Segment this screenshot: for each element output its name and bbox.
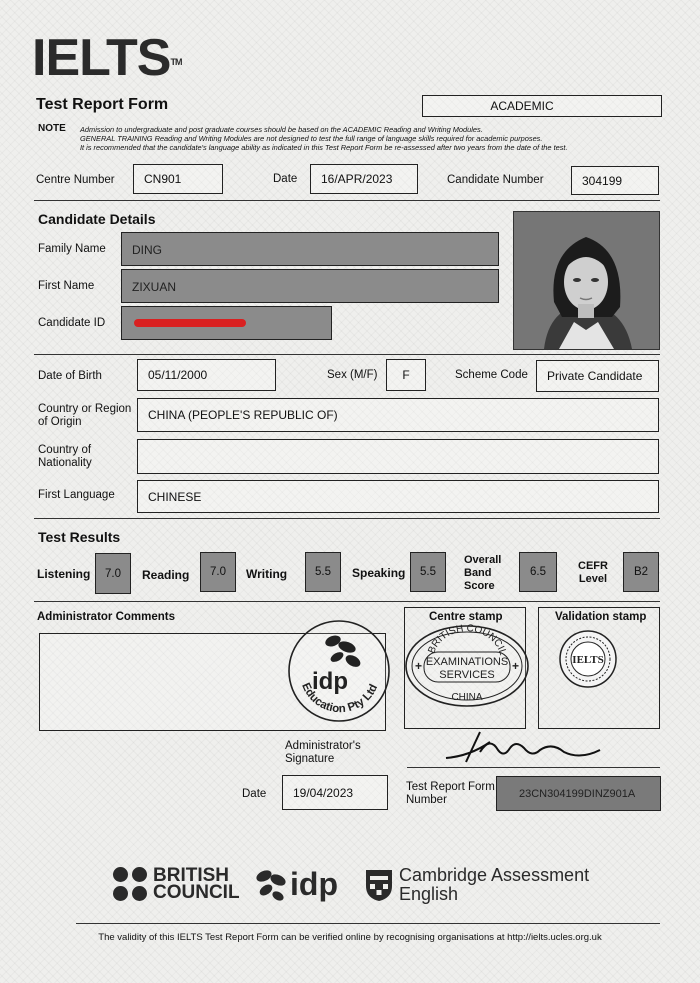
speaking-label: Speaking [352,566,406,580]
british-council-stamp [404,620,530,712]
test-date-field [310,164,418,194]
reading-label: Reading [142,568,190,582]
note-line: Admission to undergraduate and post graduate courses should be based on the ACADEMIC Reading and Writing Modules. [80,125,483,134]
form-title: Test Report Form [36,96,169,113]
first-language-value: CHINESE [148,489,202,504]
nationality-label [38,444,92,470]
cambridge-logo [364,866,589,904]
issue-date-field [282,775,388,810]
validation-stamp-seal [558,629,618,689]
cambridge-text: English [399,884,459,904]
centre-number-field [133,164,223,194]
listening-score: 7.0 [95,553,131,594]
scheme-code-field [536,360,659,392]
cambridge-text: Cambridge Assessment [399,865,590,885]
idp-stamp-graphic [287,619,391,723]
cross-icon: + [512,659,520,673]
idp-logo [254,866,338,902]
cefr-level-value: B2 [623,552,659,592]
speaking-score: 5.5 [410,552,446,592]
test-date-label: Date [273,173,298,185]
idp-stamp-ring-text: Education Pty Ltd [299,681,381,716]
first-name-field [121,269,499,303]
nationality-label-line: Nationality [38,457,92,469]
signature-label-line: Signature [285,753,335,765]
dob-label: Date of Birth [38,370,102,382]
note-line: It is recommended that the candidate's language ability as indicated in this Test Report Form be re-assessed after two years from the date of the test. [80,143,568,152]
divider [34,518,660,519]
centre-stamp-label: Centre stamp [429,611,503,623]
reading-score: 7.0 [200,552,236,592]
validity-notice: The validity of this IELTS Test Report Form can be verified online by recognising organisations at http://ielts.ucles.org.uk [98,932,602,943]
divider [34,601,660,602]
sex-value: F [402,368,410,382]
scheme-code-value: Private Candidate [547,369,643,383]
origin-value: CHINA (PEOPLE'S REPUBLIC OF) [148,408,338,422]
british-council-text: COUNCIL [153,882,240,903]
validation-seal-graphic [558,629,618,689]
overall-band-label [464,554,501,593]
trf-number-field [496,776,661,811]
centre-number-label: Centre Number [36,174,115,186]
trf-number-value: 23CN304199DINZ901A [519,787,636,800]
idp-wordmark: idp [290,866,338,902]
test-date-value: 16/APR/2023 [321,172,393,186]
candidate-id-field [121,306,332,340]
sex-label: Sex (M/F) [327,369,378,381]
nationality-field [137,439,659,474]
cefr-label-line: Level [578,573,608,585]
overall-label-line: Overall [464,554,502,566]
first-name-value: ZIXUAN [132,280,177,294]
ielts-logo [32,30,181,86]
idp-leaf-logo-icon [254,866,288,902]
trademark-mark: TM [170,57,182,67]
module-box [422,95,662,117]
issue-date-value: 19/04/2023 [293,785,354,800]
divider [34,200,660,201]
trf-label-line: Number [406,794,447,806]
british-council-wordmark [153,867,240,901]
listening-label: Listening [37,567,91,581]
family-name-value: DING [132,243,162,257]
signature-line [407,767,660,768]
validation-stamp-text: IELTS [572,654,604,666]
trf-number-label [406,781,495,807]
administrator-signature [440,728,605,768]
issue-date-label: Date [242,788,267,800]
candidate-details-heading: Candidate Details [38,211,156,227]
bc-stamp-mid-text: EXAMINATIONS [425,656,509,668]
signature-label [285,740,361,766]
british-council-dots-icon [112,866,148,902]
writing-score: 5.5 [305,552,341,592]
scheme-code-label: Scheme Code [455,369,528,381]
origin-label [38,403,131,429]
bc-stamp-top-text: BRITISH COUNCIL [426,623,509,657]
writing-label: Writing [246,567,288,581]
bc-stamp-mid-text: SERVICES [439,669,495,681]
first-language-label: First Language [38,489,115,501]
idp-stamp [287,619,391,723]
candidate-photo [513,211,660,350]
divider [34,354,660,355]
portrait-image [514,212,659,349]
dob-value: 05/11/2000 [148,368,208,382]
first-name-label: First Name [38,280,95,292]
cambridge-wordmark [399,866,589,904]
cefr-level-label [578,560,608,586]
candidate-number-label: Candidate Number [447,174,544,186]
redaction-mark [134,319,246,327]
candidate-number-field [571,166,659,195]
idp-stamp-text: idp [312,668,348,695]
trf-label-line: Test Report Form [406,781,495,793]
cambridge-shield-icon [364,868,394,902]
nationality-label-line: Country of [38,444,92,456]
module-value: ACADEMIC [490,99,554,113]
family-name-field [121,232,499,266]
origin-field [137,398,659,432]
origin-label-line: Country or Region [38,403,132,415]
ielts-logo-text: IELTS [32,29,171,87]
note-label: NOTE [38,123,66,134]
note-text [80,125,660,152]
bc-stamp-bottom-text: CHINA [451,692,483,703]
validation-stamp-label: Validation stamp [555,611,647,623]
overall-label-line: Score [464,580,495,592]
admin-comments-label: Administrator Comments [37,611,176,623]
family-name-label: Family Name [38,243,106,255]
footer-divider [76,923,660,924]
test-results-heading: Test Results [38,529,121,545]
signature-label-line: Administrator's [285,740,361,752]
sex-field [386,359,426,391]
dob-field [137,359,276,391]
origin-label-line: of Origin [38,416,82,428]
overall-label-line: Band [464,567,492,579]
cefr-label-line: CEFR [578,560,608,572]
candidate-id-label: Candidate ID [38,317,106,329]
overall-band-score: 6.5 [519,552,557,592]
signature-scribble [440,728,605,768]
british-council-stamp-graphic [404,620,530,712]
note-line: GENERAL TRAINING Reading and Writing Modules are not designed to test the full range of language skills required for academic purposes. [80,134,543,143]
british-council-text: BRITISH [153,865,229,886]
centre-number-value: CN901 [144,172,182,186]
british-council-logo [112,866,240,902]
candidate-number-value: 304199 [582,173,623,188]
cross-icon: + [415,659,423,673]
first-language-field [137,480,659,513]
